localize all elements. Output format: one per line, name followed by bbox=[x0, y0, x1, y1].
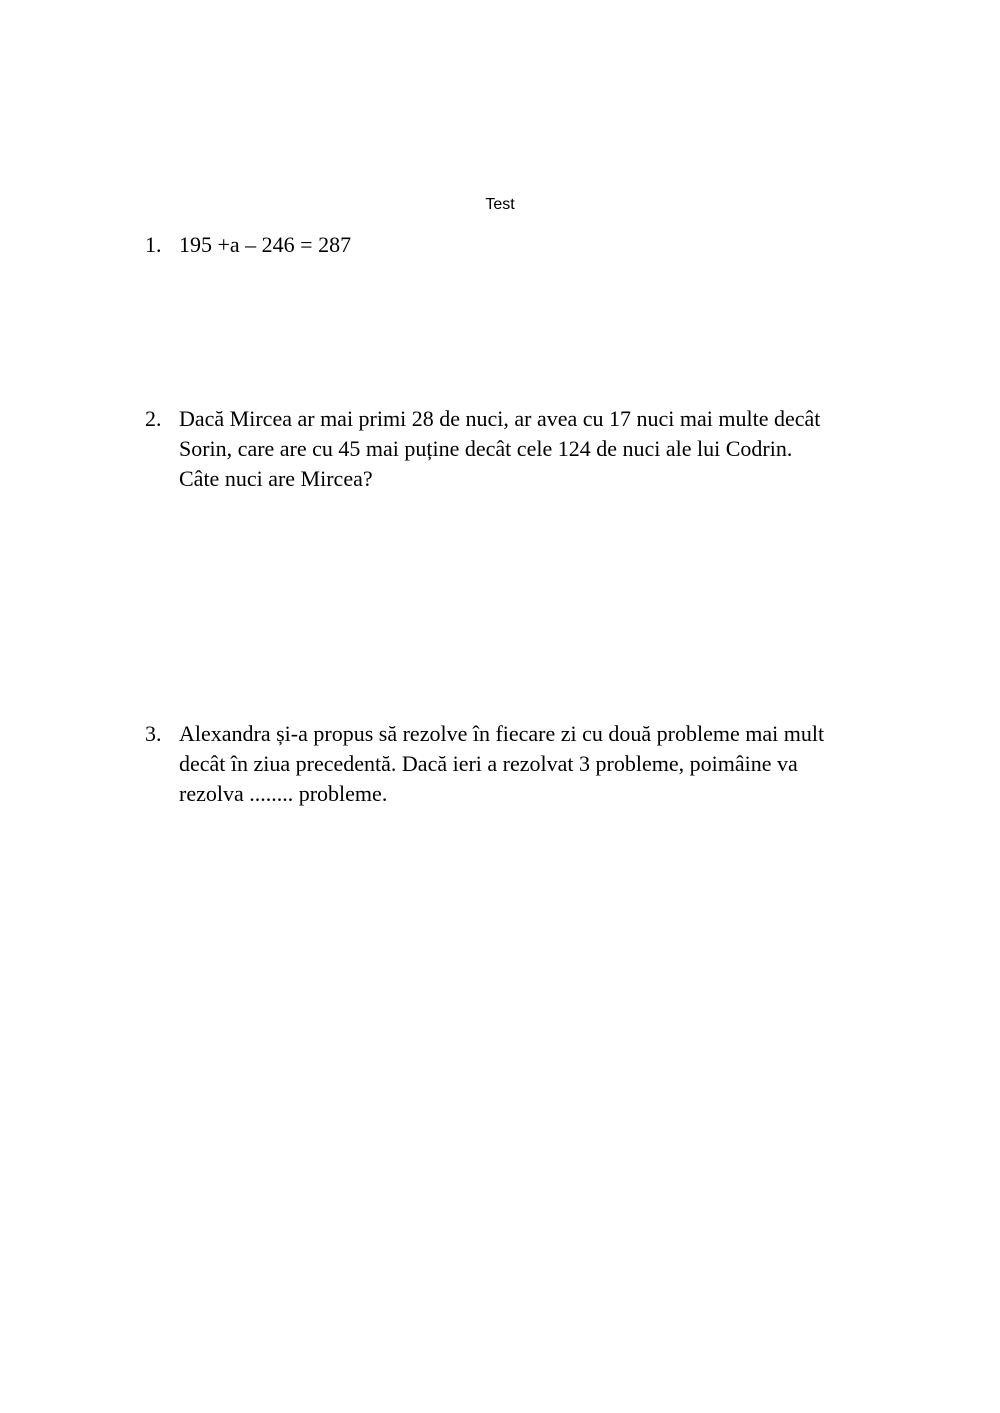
page-title: Test bbox=[485, 196, 515, 213]
question-text bbox=[179, 230, 885, 260]
question-line: decât în ziua precedentă. Dacă ieri a rezolvat 3 probleme, poimâine va bbox=[179, 751, 798, 776]
question-number: 2. bbox=[145, 406, 162, 431]
question-text bbox=[179, 404, 885, 494]
question-line: Dacă Mircea ar mai primi 28 de nuci, ar avea cu 17 nuci mai multe decât bbox=[179, 406, 821, 431]
question-2 bbox=[145, 404, 885, 494]
question-number: 3. bbox=[145, 721, 162, 746]
question-text bbox=[179, 719, 885, 809]
question-line: Sorin, care are cu 45 mai puține decât cele 124 de nuci ale lui Codrin. bbox=[179, 436, 793, 461]
question-number: 1. bbox=[145, 232, 162, 257]
question-line: Alexandra și-a propus să rezolve în fiecare zi cu două probleme mai mult bbox=[179, 721, 825, 746]
question-3 bbox=[145, 719, 885, 809]
question-line: Câte nuci are Mircea? bbox=[179, 466, 373, 491]
question-1 bbox=[145, 230, 885, 260]
question-line: 195 +a – 246 = 287 bbox=[179, 232, 352, 257]
question-line: rezolva ........ probleme. bbox=[179, 781, 388, 806]
